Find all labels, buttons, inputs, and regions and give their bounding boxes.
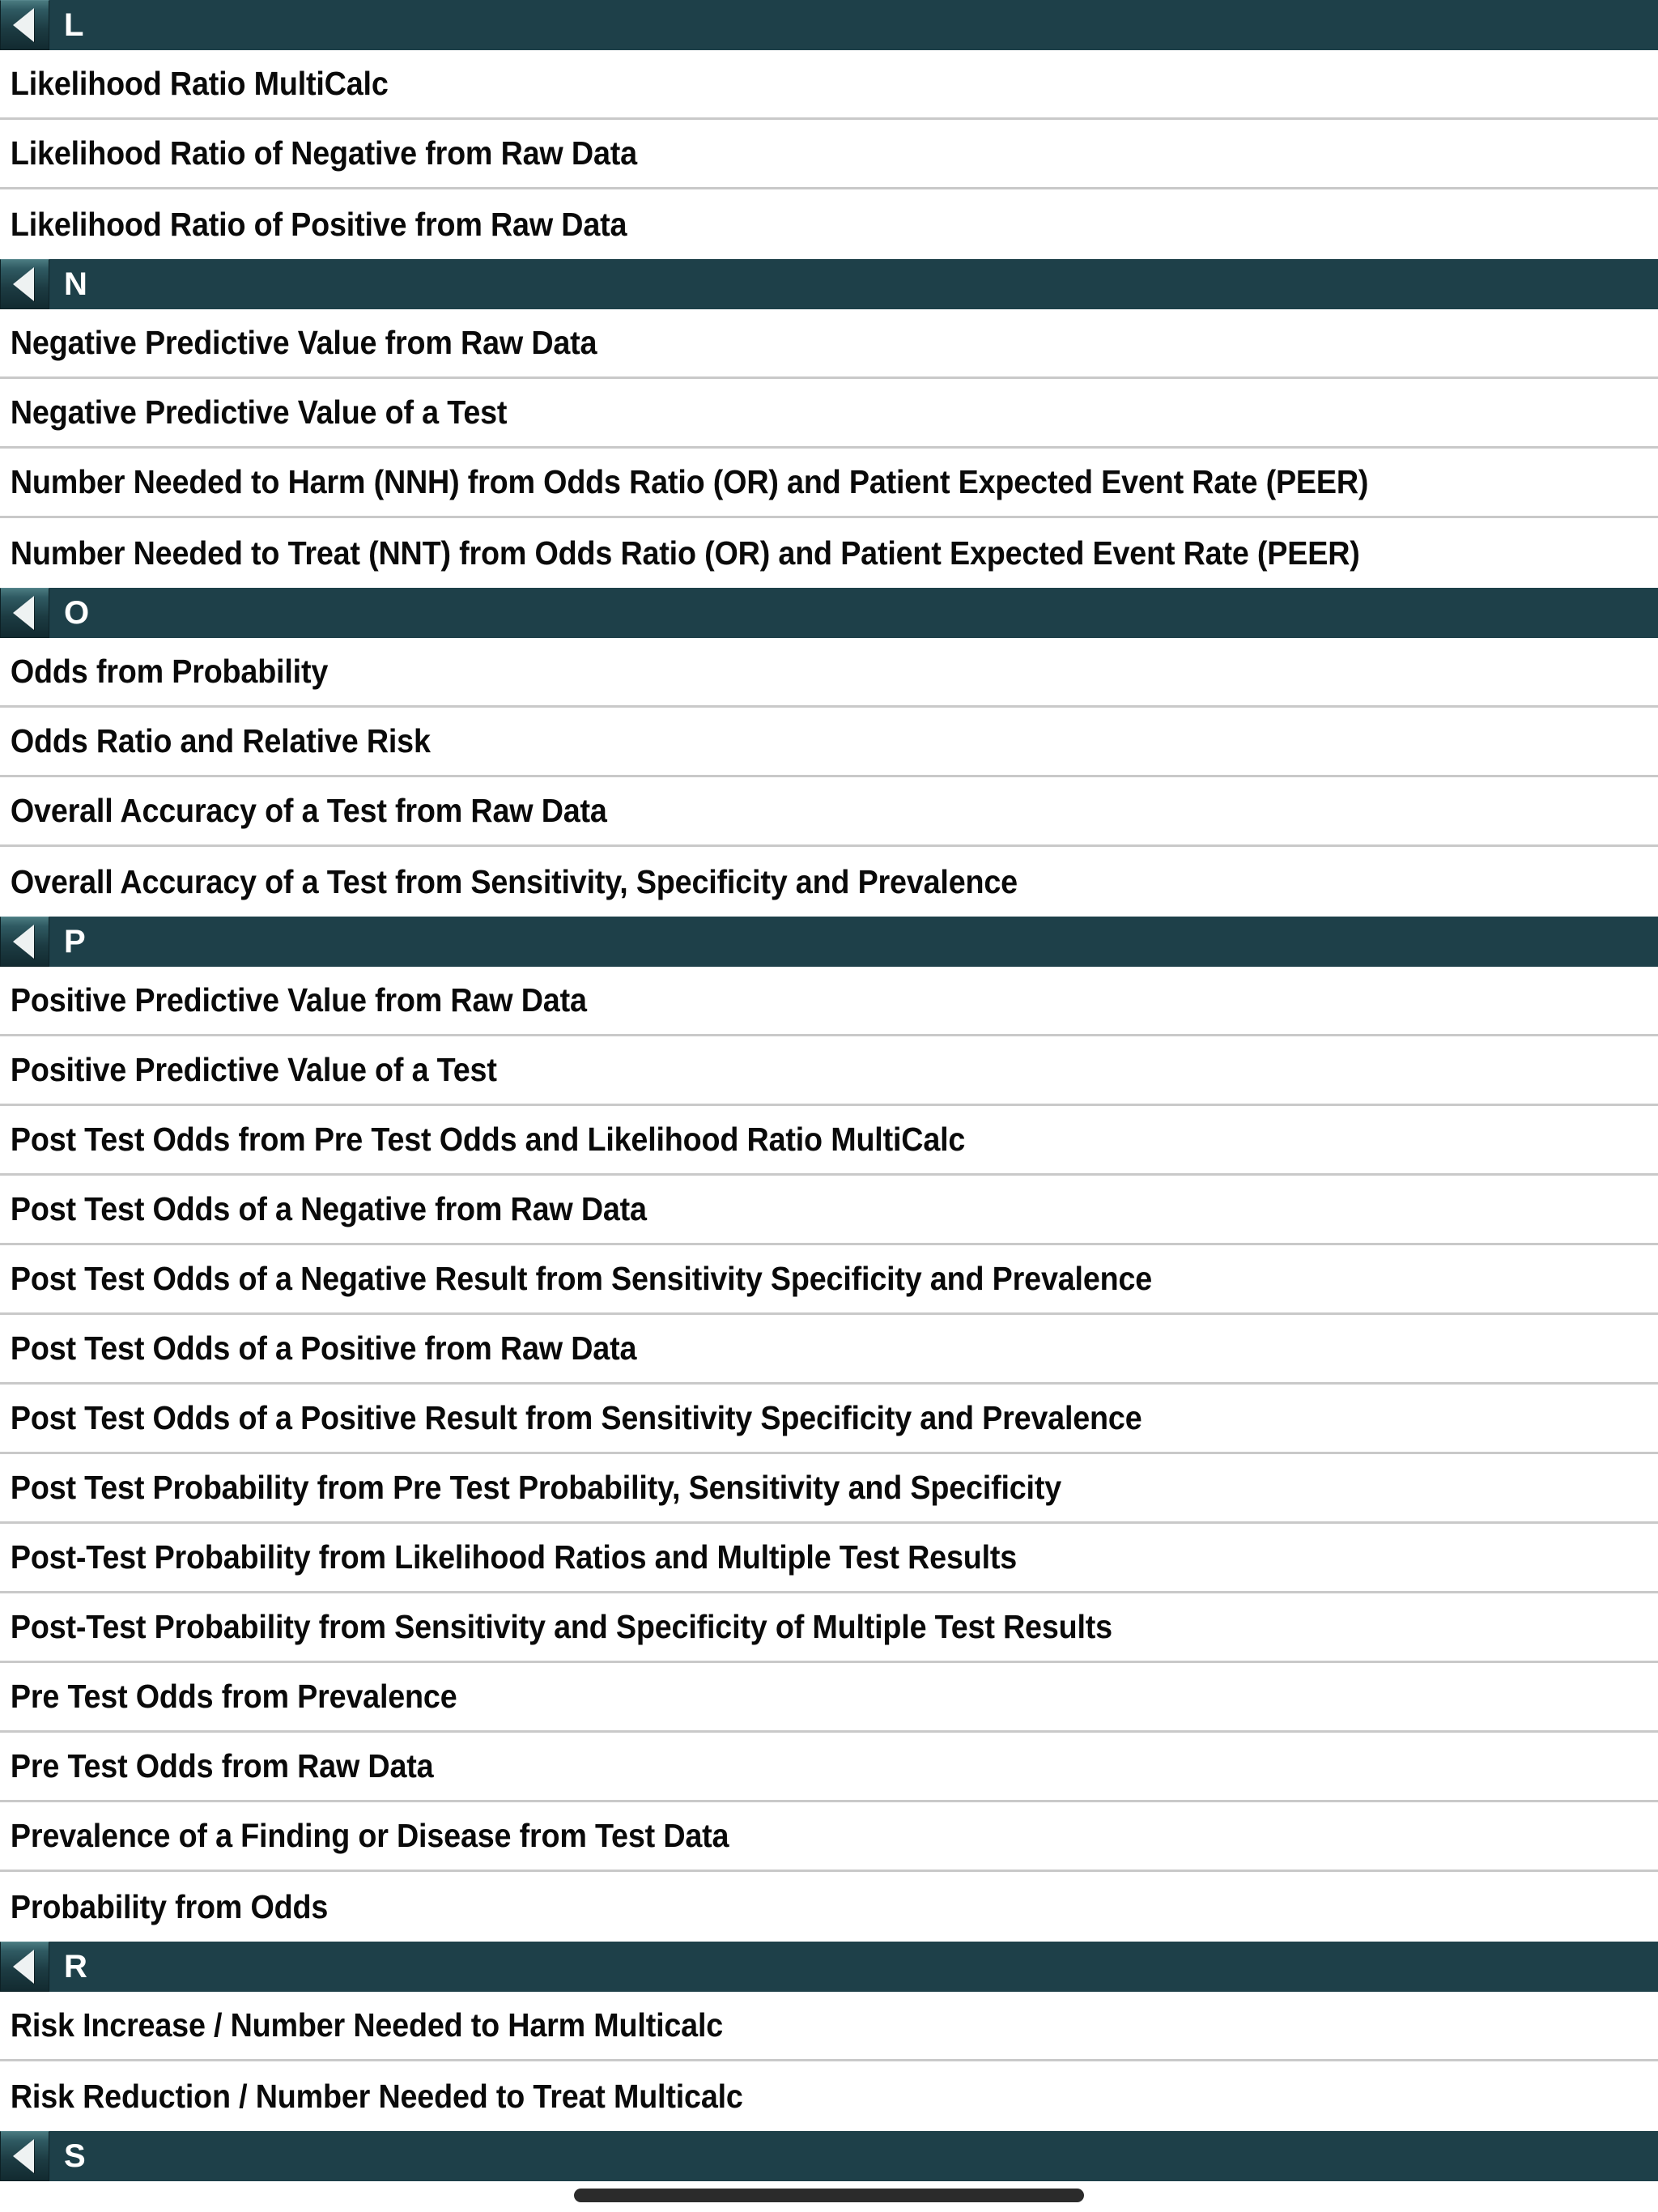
list-item-label: Pre Test Odds from Raw Data bbox=[10, 1747, 434, 1784]
list-item-label: Post Test Probability from Pre Test Probability, Sensitivity and Specificity bbox=[10, 1469, 1062, 1506]
list-item[interactable] bbox=[0, 120, 1658, 189]
list-item-label: Number Needed to Harm (NNH) from Odds Ratio (OR) and Patient Expected Event Rate (PEER) bbox=[10, 463, 1369, 500]
section-letter-label: N bbox=[64, 266, 88, 302]
list-item-label: Likelihood Ratio of Negative from Raw Data bbox=[10, 134, 637, 172]
section-header-o[interactable] bbox=[0, 588, 1658, 638]
list-item[interactable] bbox=[0, 708, 1658, 777]
list-item-label: Risk Reduction / Number Needed to Treat Multicalc bbox=[10, 2077, 743, 2115]
home-indicator-area bbox=[0, 2191, 1658, 2212]
list-item-label: Post-Test Probability from Likelihood Ratios and Multiple Test Results bbox=[10, 1538, 1018, 1576]
list-item-label: Prevalence of a Finding or Disease from Test Data bbox=[10, 1817, 729, 1854]
list-item-label: Overall Accuracy of a Test from Raw Data bbox=[10, 792, 607, 829]
list-item[interactable] bbox=[0, 1036, 1658, 1106]
list-item[interactable] bbox=[0, 1106, 1658, 1176]
section-letter-label: O bbox=[64, 595, 90, 631]
section-letter-label: L bbox=[64, 7, 84, 43]
list-item[interactable] bbox=[0, 1872, 1658, 1942]
list-item[interactable] bbox=[0, 518, 1658, 588]
section-letter-label: S bbox=[64, 2138, 87, 2174]
list-item-label: Post Test Odds from Pre Test Odds and Likelihood Ratio MultiCalc bbox=[10, 1121, 966, 1158]
list-item[interactable] bbox=[0, 777, 1658, 847]
triangle-left-glyph bbox=[13, 267, 34, 301]
list-item[interactable] bbox=[0, 638, 1658, 708]
back-triangle-icon[interactable] bbox=[0, 917, 49, 967]
list-item[interactable] bbox=[0, 1454, 1658, 1524]
list-item-label: Negative Predictive Value from Raw Data bbox=[10, 324, 597, 361]
list-item[interactable] bbox=[0, 379, 1658, 449]
list-item[interactable] bbox=[0, 1733, 1658, 1802]
triangle-left-glyph bbox=[13, 925, 34, 959]
triangle-left-glyph bbox=[13, 8, 34, 42]
section-letter-label: R bbox=[64, 1949, 88, 1984]
section-header-s[interactable] bbox=[0, 2131, 1658, 2181]
home-indicator bbox=[574, 2189, 1084, 2202]
back-triangle-icon[interactable] bbox=[0, 259, 49, 309]
back-triangle-icon[interactable] bbox=[0, 2131, 49, 2181]
list-item[interactable] bbox=[0, 1593, 1658, 1663]
section-header-r[interactable] bbox=[0, 1942, 1658, 1992]
back-triangle-icon[interactable] bbox=[0, 1942, 49, 1992]
list-item[interactable] bbox=[0, 1663, 1658, 1733]
list-item-label: Post Test Odds of a Positive Result from Sensitivity Specificity and Prevalence bbox=[10, 1399, 1142, 1436]
list-item-label: Negative Predictive Value of a Test bbox=[10, 393, 508, 431]
section-header-p[interactable] bbox=[0, 917, 1658, 967]
list-item[interactable] bbox=[0, 1802, 1658, 1872]
list-item-label: Post Test Odds of a Negative from Raw Data bbox=[10, 1190, 647, 1227]
list-item[interactable] bbox=[0, 189, 1658, 259]
list-item-label: Risk Increase / Number Needed to Harm Multicalc bbox=[10, 2006, 724, 2044]
list-item-label: Post-Test Probability from Sensitivity and Specificity of Multiple Test Results bbox=[10, 1608, 1112, 1645]
list-item-label: Post Test Odds of a Negative Result from Sensitivity Specificity and Prevalence bbox=[10, 1260, 1153, 1297]
section-header-n[interactable] bbox=[0, 259, 1658, 309]
list-item[interactable] bbox=[0, 1315, 1658, 1385]
back-triangle-icon[interactable] bbox=[0, 0, 49, 50]
list-item[interactable] bbox=[0, 2061, 1658, 2131]
list-item[interactable] bbox=[0, 449, 1658, 518]
list-item-label: Odds from Probability bbox=[10, 653, 329, 690]
triangle-left-glyph bbox=[13, 2139, 34, 2173]
list-item-label: Post Test Odds of a Positive from Raw Data bbox=[10, 1329, 637, 1367]
section-letter-label: P bbox=[64, 924, 87, 959]
list-item[interactable] bbox=[0, 967, 1658, 1036]
list-item-label: Probability from Odds bbox=[10, 1887, 329, 1925]
list-item[interactable] bbox=[0, 847, 1658, 917]
list-item[interactable] bbox=[0, 1385, 1658, 1454]
triangle-left-glyph bbox=[13, 1950, 34, 1984]
list-item-label: Overall Accuracy of a Test from Sensitivity, Specificity and Prevalence bbox=[10, 862, 1018, 900]
list-item[interactable] bbox=[0, 50, 1658, 120]
list-item-label: Positive Predictive Value of a Test bbox=[10, 1051, 497, 1088]
list-item[interactable] bbox=[0, 1245, 1658, 1315]
list-item[interactable] bbox=[0, 1524, 1658, 1593]
section-header-l[interactable] bbox=[0, 0, 1658, 50]
list-item[interactable] bbox=[0, 309, 1658, 379]
triangle-left-glyph bbox=[13, 596, 34, 630]
list-item[interactable] bbox=[0, 1176, 1658, 1245]
back-triangle-icon[interactable] bbox=[0, 588, 49, 638]
list-item-label: Likelihood Ratio MultiCalc bbox=[10, 65, 389, 102]
list-item-label: Likelihood Ratio of Positive from Raw Data bbox=[10, 205, 627, 243]
list-item[interactable] bbox=[0, 1992, 1658, 2061]
list-item-label: Number Needed to Treat (NNT) from Odds Ratio (OR) and Patient Expected Event Rate (PEER) bbox=[10, 534, 1360, 572]
list-item-label: Odds Ratio and Relative Risk bbox=[10, 722, 431, 759]
list-item-label: Positive Predictive Value from Raw Data bbox=[10, 981, 587, 1019]
list-item-label: Pre Test Odds from Prevalence bbox=[10, 1678, 457, 1715]
